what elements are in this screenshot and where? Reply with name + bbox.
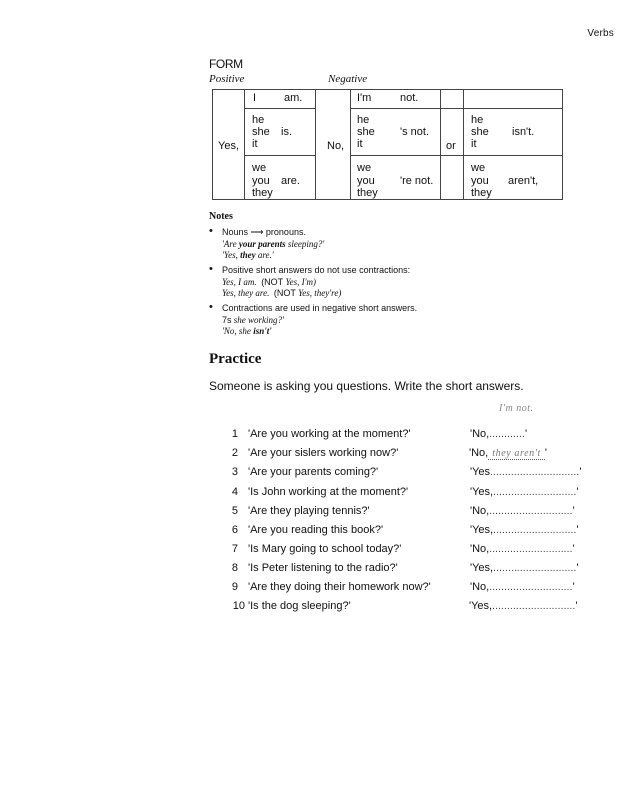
neg-pronoun-he: he xyxy=(357,114,370,126)
pos-pronoun-he: he xyxy=(252,114,265,126)
answer-line[interactable]: 'Yes..............................' xyxy=(470,466,582,478)
answer-line[interactable]: 'Yes,............................' xyxy=(469,600,578,612)
neg-pronoun-they: they xyxy=(357,187,378,199)
practice-title: Practice xyxy=(209,351,262,367)
note-1-example-2: 'Yes, they are.' xyxy=(222,250,274,260)
practice-instruction: Someone is asking you questions. Write the short answers. xyxy=(209,379,524,393)
question-text: 'Is Peter listening to the radio?' xyxy=(248,562,398,574)
neg2-pronoun-it: it xyxy=(471,138,477,150)
question-text: 'Are your sislers working now?' xyxy=(248,447,399,459)
question-text: 'Are you reading this book?' xyxy=(248,524,384,536)
neg-verb-re-not: 're not. xyxy=(400,175,434,187)
neg-pronoun-she: she xyxy=(357,126,375,138)
table-line xyxy=(212,89,213,200)
pos-pronoun-she: she xyxy=(252,126,270,138)
neg-pronoun-we: we xyxy=(357,162,372,174)
page-header-section: Verbs xyxy=(587,28,614,39)
question-text: 'Is Mary going to school today?' xyxy=(248,543,402,555)
table-line xyxy=(212,89,563,90)
table-line xyxy=(562,89,563,200)
negative-label: Negative xyxy=(328,73,368,85)
answer-line[interactable]: 'No,............................' xyxy=(470,505,575,517)
question-text: 'Is John working at the moment?' xyxy=(248,486,409,498)
notes-title: Notes xyxy=(209,211,233,222)
question-number: 2 xyxy=(231,447,238,459)
question-number: 7 xyxy=(231,543,238,555)
note-1-text: Nouns ⟶ pronouns. xyxy=(222,227,306,237)
note-3-example-1: 7s she working?' xyxy=(222,315,284,325)
pos-pronoun-you: you xyxy=(252,175,270,187)
neg-pronoun-you: you xyxy=(357,175,375,187)
question-text: 'Are they doing their homework now?' xyxy=(248,581,431,593)
answer-line[interactable]: 'No, they aren't ' xyxy=(469,447,547,459)
pos-pronoun-it: it xyxy=(252,138,258,150)
question-number: 6 xyxy=(231,524,238,536)
answer-line[interactable]: 'No,............' xyxy=(470,428,528,440)
table-line xyxy=(315,89,316,200)
pos-pronoun-we: we xyxy=(252,162,267,174)
note-1-example-1: 'Are your parents sleeping?' xyxy=(222,239,325,249)
example-answer-handwritten: I'm not. xyxy=(499,403,534,414)
handwritten-answer: they aren't xyxy=(488,448,545,460)
note-2-example-2: Yes, they are. (NOT Yes, they're) xyxy=(222,288,342,298)
question-number: 8 xyxy=(231,562,238,574)
yes-label: Yes, xyxy=(218,140,240,152)
pos-verb-are: are. xyxy=(281,175,300,187)
note-3-text: Contractions are used in negative short answers. xyxy=(222,303,418,313)
answer-line[interactable]: 'No,............................' xyxy=(470,543,575,555)
question-number: 9 xyxy=(231,581,238,593)
question-number: 5 xyxy=(231,505,238,517)
table-line xyxy=(244,108,315,109)
pos-verb-is: is. xyxy=(281,126,292,138)
table-line xyxy=(463,89,464,200)
neg2-verb-arent: aren't, xyxy=(508,175,539,187)
bullet-icon: • xyxy=(209,263,213,275)
table-line xyxy=(350,89,351,200)
form-title: FORM xyxy=(209,57,243,71)
neg2-pronoun-she: she xyxy=(471,126,489,138)
positive-label: Positive xyxy=(209,73,245,85)
question-text: 'Are you working at the moment?' xyxy=(248,428,411,440)
question-text: 'Are your parents coming?' xyxy=(248,466,379,478)
neg2-pronoun-they: they xyxy=(471,187,492,199)
note-2-example-1: Yes, I am. (NOT Yes, I'm) xyxy=(222,277,317,287)
pos-pronoun-they: they xyxy=(252,187,273,199)
question-number: 3 xyxy=(231,466,238,478)
or-label: or xyxy=(446,140,456,152)
question-text: 'Are they playing tennis?' xyxy=(248,505,370,517)
table-line xyxy=(244,89,245,200)
answer-line[interactable]: 'Yes,............................' xyxy=(470,486,579,498)
table-line xyxy=(244,155,315,156)
no-label: No, xyxy=(327,140,345,152)
neg-pronoun-im: I'm xyxy=(357,92,372,104)
neg2-pronoun-you: you xyxy=(471,175,489,187)
table-line xyxy=(350,155,563,156)
table-line xyxy=(350,108,563,109)
note-2-text: Positive short answers do not use contractions: xyxy=(222,265,411,275)
note-3-example-2: 'No, she isn't' xyxy=(222,326,272,336)
answer-line[interactable]: 'Yes,............................' xyxy=(470,524,579,536)
question-number: 4 xyxy=(231,486,238,498)
neg-verb-s-not: 's not. xyxy=(400,126,430,138)
neg-pronoun-it: it xyxy=(357,138,363,150)
answer-line[interactable]: 'No,............................' xyxy=(470,581,575,593)
pos-pronoun-i: I xyxy=(253,92,257,104)
table-line xyxy=(212,199,563,200)
question-number: 1 xyxy=(231,428,238,440)
bullet-icon: • xyxy=(209,301,213,313)
neg2-verb-isnt: isn't. xyxy=(512,126,535,138)
pos-verb-am: am. xyxy=(284,92,303,104)
question-number: 10 xyxy=(232,600,245,612)
question-text: 'Is the dog sleeping?' xyxy=(248,600,351,612)
neg2-pronoun-we: we xyxy=(471,162,486,174)
table-line xyxy=(440,89,441,200)
bullet-icon: • xyxy=(209,225,213,237)
neg2-pronoun-he: he xyxy=(471,114,484,126)
answer-line[interactable]: 'Yes,............................' xyxy=(470,562,579,574)
neg-verb-not: not. xyxy=(400,92,419,104)
